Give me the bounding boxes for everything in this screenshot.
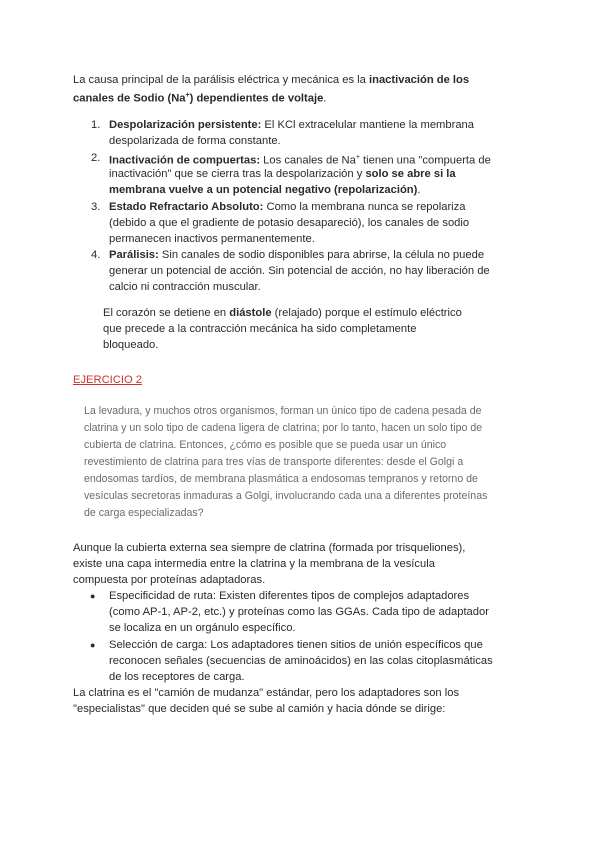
bullet-2-line-2: reconocen señales (secuencias de aminoácidos) en las colas citoplasmáticas <box>109 655 493 667</box>
intro-line-2: canales de Sodio (Na+) dependientes de voltaje. <box>73 92 327 105</box>
answer-intro-line-1: Aunque la cubierta externa sea siempre de clatrina (formada por trisqueliones), <box>73 542 466 554</box>
list-item-2-line-1: Inactivación de compuertas: Los canales de Na+ tienen una "compuerta de <box>109 154 491 167</box>
list-item-1-line-1: Despolarización persistente: El KCl extracelular mantiene la membrana <box>109 119 474 131</box>
list-item-3-line-2: (debido a que el gradiente de potasio desapareció), los canales de sodio <box>109 217 470 229</box>
question-block <box>84 403 496 522</box>
question-line: endosomas tardíos, de membrana plasmática a endosomas tempranos y retorno de <box>84 473 478 485</box>
question-line: La levadura, y muchos otros organismos, forman un único tipo de cadena pesada de <box>84 405 482 417</box>
question-line: clatrina y un solo tipo de cadena ligera de clatrina; por lo tanto, hacen un solo tipo de <box>84 422 483 434</box>
exercise-heading: EJERCICIO 2 <box>73 374 143 386</box>
list-item-4-line-2: generar un potencial de acción. Sin potencial de acción, no hay liberación de <box>109 265 490 277</box>
heart-line-2: que precede a la contracción mecánica ha sido completamente <box>103 323 417 335</box>
list-item-4-line-3: calcio ni contracción muscular. <box>109 281 261 293</box>
answer-intro-line-2: existe una capa intermedia entre la clatrina y la membrana de la vesícula <box>73 558 435 570</box>
list-item-4-line-1: Parálisis: Sin canales de sodio disponibles para abrirse, la célula no puede <box>109 249 485 261</box>
intro-line-1: La causa principal de la parálisis eléctrica y mecánica es la inactivación de los <box>73 74 470 86</box>
bullet-1-line-3: se localiza en un orgánulo específico. <box>109 622 296 634</box>
question-line: de carga especializadas? <box>84 507 204 519</box>
list-item-number: 4. <box>91 249 101 261</box>
list-item-1-line-2: despolarizada de forma constante. <box>109 135 281 147</box>
list-item-number: 3. <box>91 201 101 213</box>
closing-line-1: La clatrina es el "camión de mudanza" estándar, pero los adaptadores son los <box>73 687 460 699</box>
question-line: revestimiento de clatrina para tres vías de transporte diferentes: desde el Golgi a <box>84 456 464 468</box>
question-line: vesículas secretoras inmaduras a Golgi, involucrando cada una a diferentes proteínas <box>84 490 488 502</box>
bullet-1-line-1: Especificidad de ruta: Existen diferentes tipos de complejos adaptadores <box>109 590 470 602</box>
answer-intro-line-3: compuesta por proteínas adaptadoras. <box>73 574 266 586</box>
list-item-3-line-1: Estado Refractario Absoluto: Como la membrana nunca se repolariza <box>109 201 466 213</box>
bullet-icon: ● <box>90 591 96 601</box>
bullet-icon: ● <box>90 640 96 650</box>
list-item-2-line-2: inactivación" que se cierra tras la despolarización y solo se abre si la <box>109 168 456 180</box>
bullet-2-line-1: Selección de carga: Los adaptadores tienen sitios de unión específicos que <box>109 639 483 651</box>
heart-line-3: bloqueado. <box>103 339 159 351</box>
bullet-2-line-3: de los receptores de carga. <box>109 671 245 683</box>
list-item-2-line-3: membrana vuelve a un potencial negativo (repolarización). <box>109 184 421 196</box>
list-item-3-line-3: permanecen inactivos permanentemente. <box>109 233 315 245</box>
list-item-number: 1. <box>91 119 101 131</box>
list-item-number: 2. <box>91 152 101 164</box>
bullet-1-line-2: (como AP-1, AP-2, etc.) y proteínas como las GGAs. Cada tipo de adaptador <box>109 606 489 618</box>
intro-bold-a: inactivación de los <box>369 74 470 86</box>
heart-line-1: El corazón se detiene en diástole (relajado) porque el estímulo eléctrico <box>103 307 462 319</box>
closing-line-2: "especialistas" que deciden qué se sube al camión y hacia dónde se dirige: <box>73 703 446 715</box>
question-line: cubierta de clatrina. Entonces, ¿cómo es posible que se pueda usar un único <box>84 439 447 451</box>
